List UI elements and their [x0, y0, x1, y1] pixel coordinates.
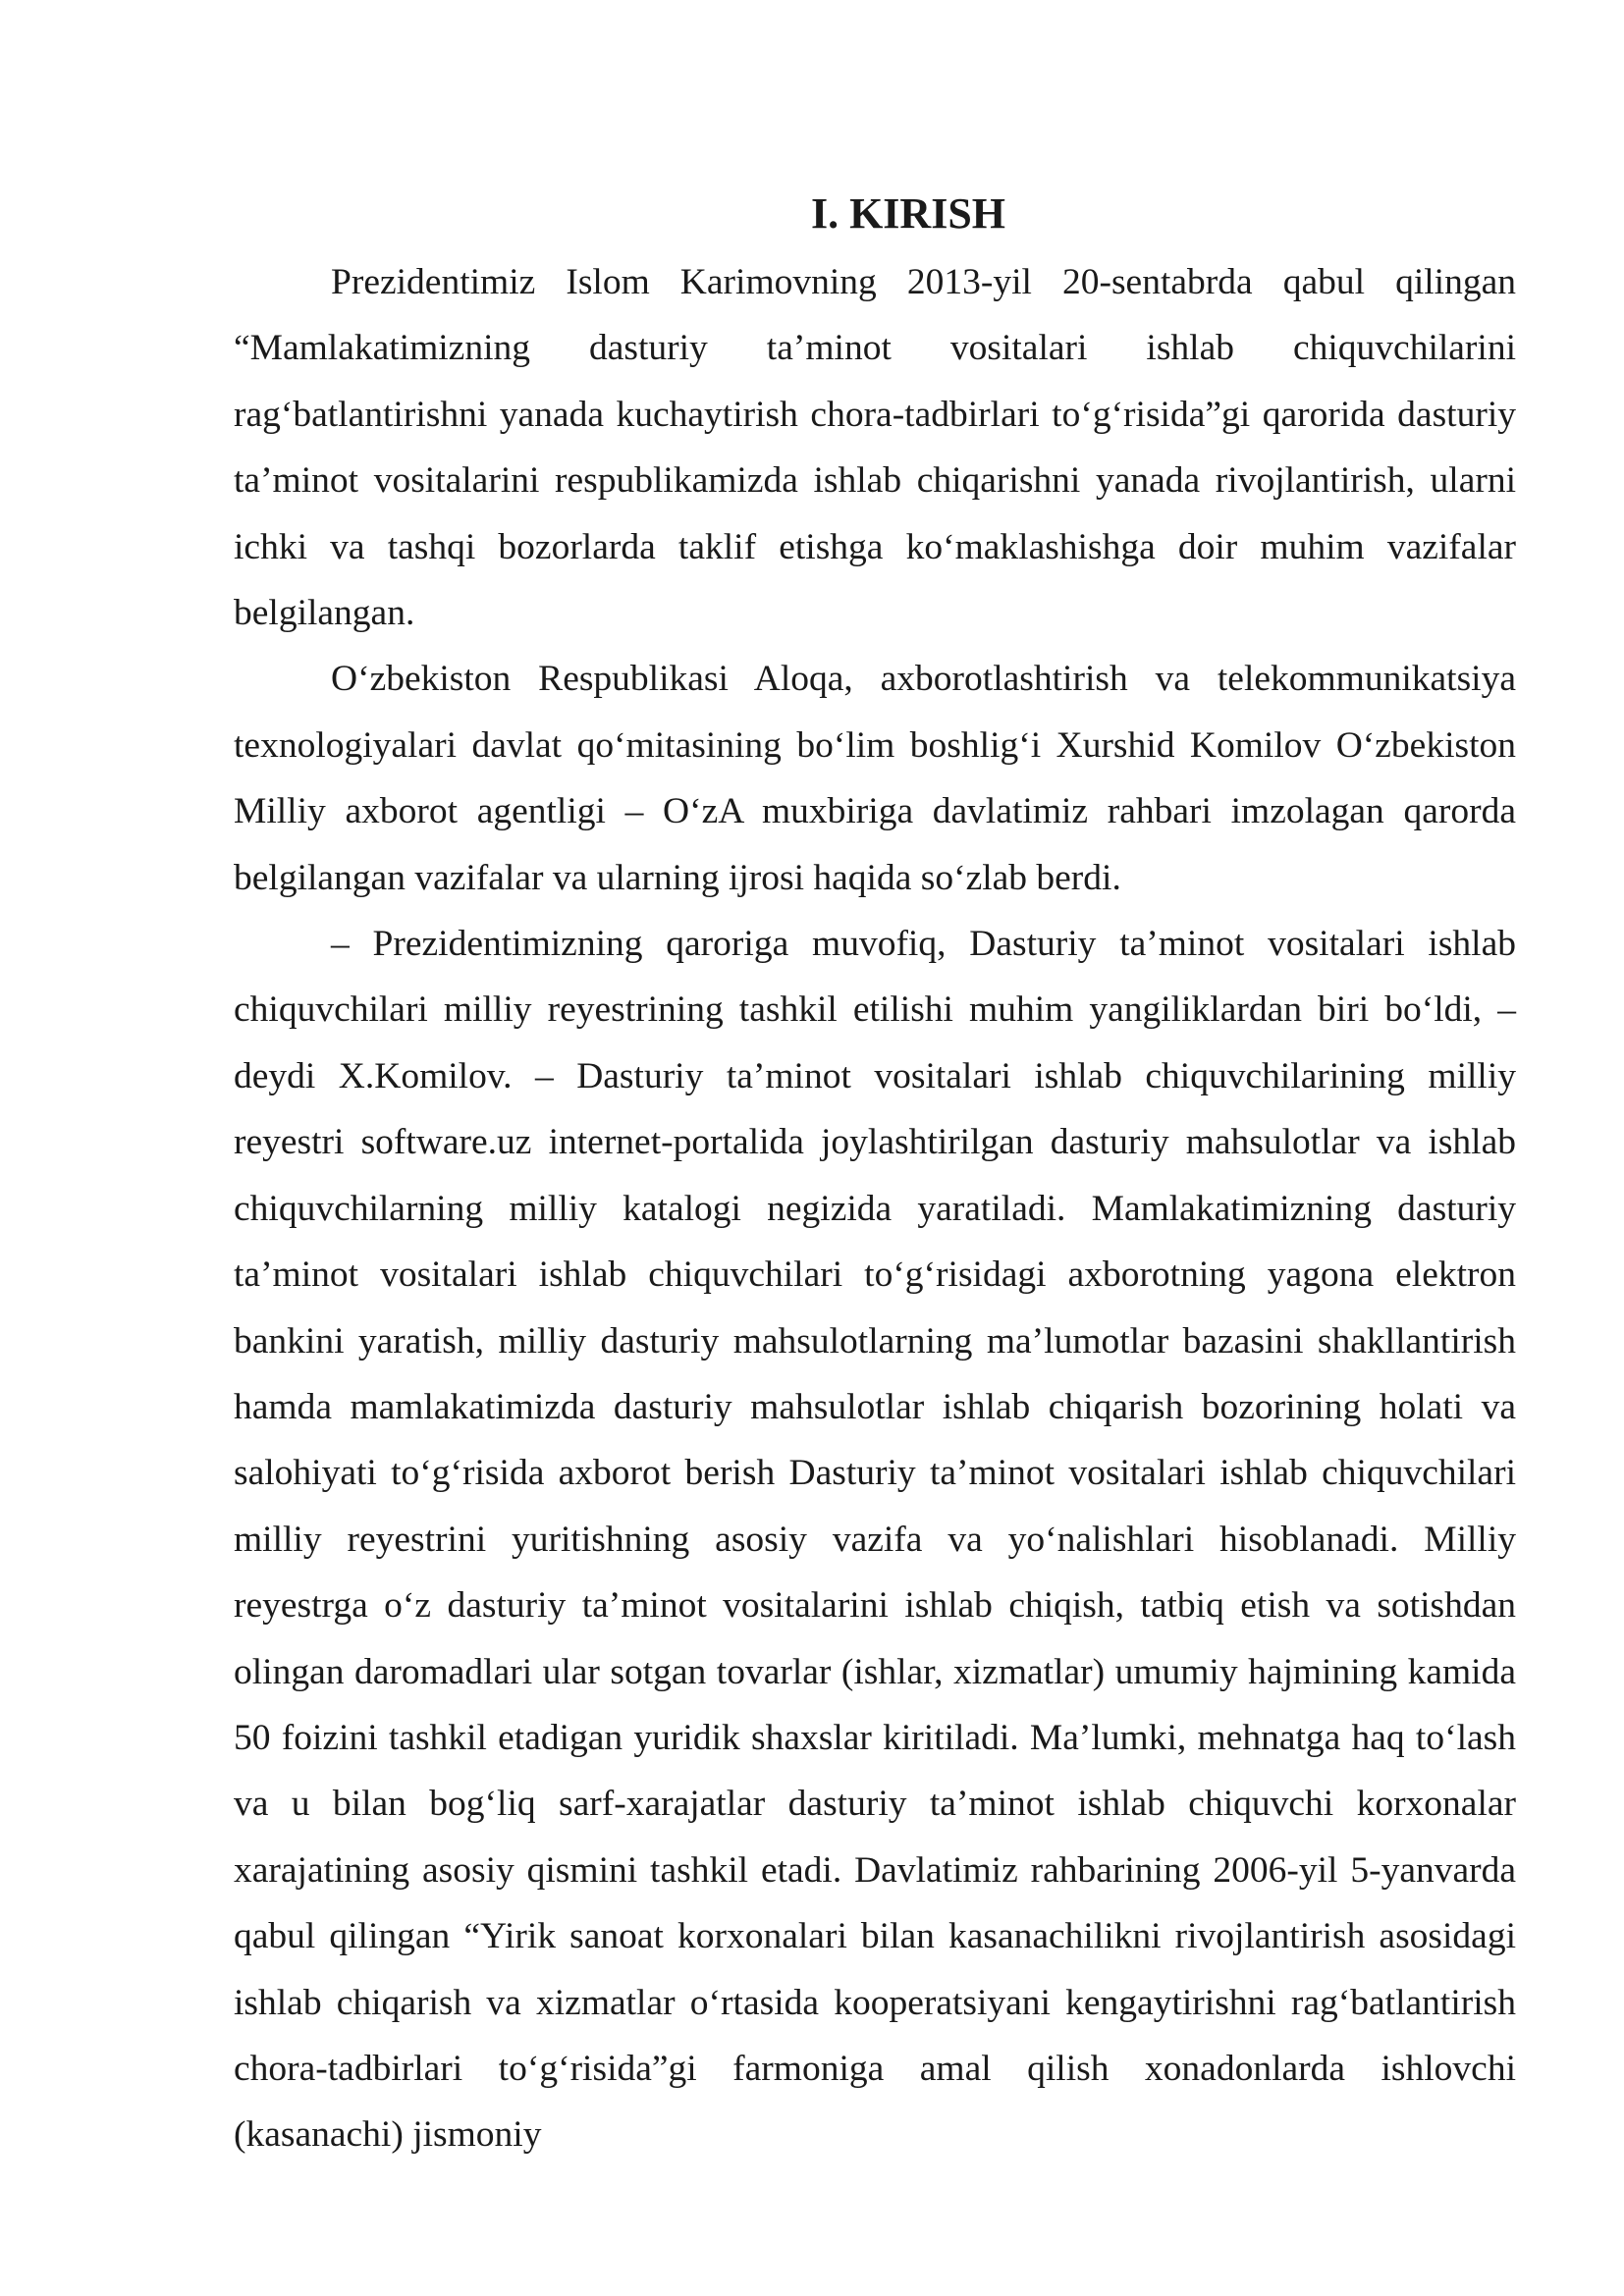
paragraph-2: O‘zbekiston Respublikasi Aloqa, axborotlashtirish va telekommunikatsiya texnologiyalari davlat qo‘mitasining bo‘lim boshlig‘i Xurshid Komilov O‘zbekiston Milliy axborot agentligi – O‘zA muxbiriga davlatimiz rahbari imzolagan qarorda belgilangan vazifalar va ularning ijrosi haqida so‘zlab berdi. — [234, 659, 1516, 898]
document-body — [234, 185, 1516, 2168]
section-heading: I. KIRISH — [810, 189, 1006, 238]
paragraph-3: – Prezidentimizning qaroriga muvofiq, Dasturiy ta’minot vositalari ishlab chiquvchilari milliy reyestrining tashkil etilishi muhim yangiliklardan biri bo‘ldi, – deydi X.Komilov. – Dasturiy ta’minot vositalari ishlab chiquvchilarining milliy reyestri software.uz internet-portalida joylashtirilgan dasturiy mahsulotlar va ishlab chiquvchilarning milliy katalogi negizida yaratiladi. Mamlakatimizning dasturiy ta’minot vositalari ishlab chiquvchilari to‘g‘risidagi axborotning yagona elektron bankini yaratish, milliy dasturiy mahsulotlarning ma’lumotlar bazasini shakllantirish hamda mamlakatimizda dasturiy mahsulotlar ishlab chiqarish bozorining holati va salohiyati to‘g‘risida axborot berish Dasturiy ta’minot vositalari ishlab chiquvchilari milliy reyestrini yuritishning asosiy vazifa va yo‘nalishlari hisoblanadi. Milliy reyestrga o‘z dasturiy ta’minot vositalarini ishlab chiqish, tatbiq etish va sotishdan olingan daromadlari ular sotgan tovarlar (ishlar, xizmatlar) umumiy hajmining kamida 50 foizini tashkil etadigan yuridik shaxslar kiritiladi. Ma’lumki, mehnatga haq to‘lash va u bilan bog‘liq sarf-xarajatlar dasturiy ta’minot ishlab chiquvchi korxonalar xarajatining asosiy qismini tashkil etadi. Davlatimiz rahbarining 2006-yil 5-yanvarda qabul qilingan “Yirik sanoat korxonalari bilan kasanachilikni rivojlantirish asosidagi ishlab chiqarish va xizmatlar o‘rtasida kooperatsiyani kengaytirishni rag‘batlantirish chora-tadbirlari to‘g‘risida”gi farmoniga amal qilish xonadonlarda ishlovchi (kasanachi) jismoniy — [234, 924, 1516, 2156]
paragraph-1: Prezidentimiz Islom Karimovning 2013-yil 20-sentabrda qabul qilingan “Mamlakatimizning dasturiy ta’minot vositalari ishlab chiquvchilarini rag‘batlantirishni yanada kuchaytirish chora-tadbirlari to‘g‘risida”gi qarorida dasturiy ta’minot vositalarini respublikamizda ishlab chiqarishni yanada rivojlantirish, ularni ichki va tashqi bozorlarda taklif etishga ko‘maklashishga doir muhim vazifalar belgilangan. — [234, 262, 1516, 634]
